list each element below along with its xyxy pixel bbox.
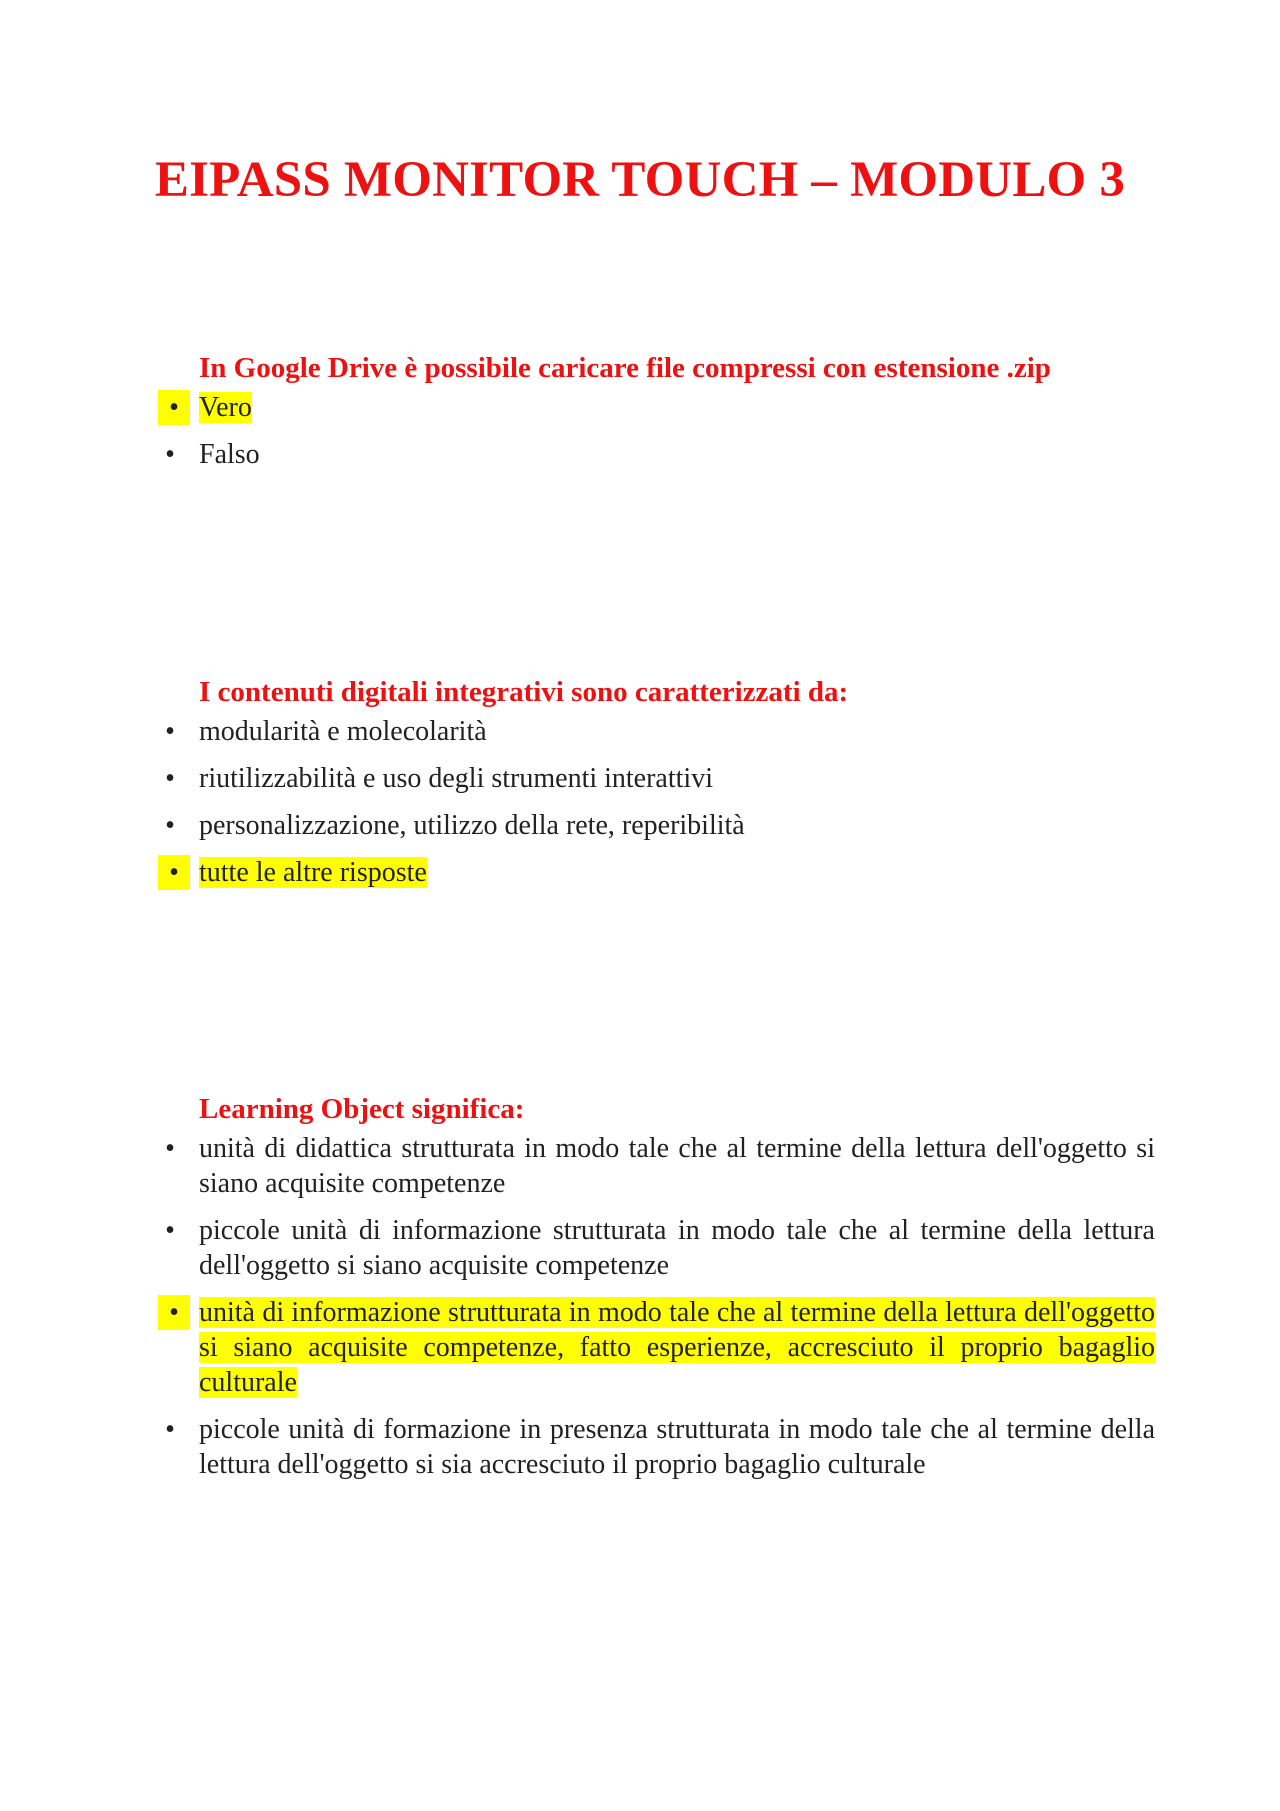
answer-item — [155, 808, 1155, 843]
answer-text: Falso — [199, 439, 260, 470]
answer-list — [155, 1131, 1155, 1482]
bullet-icon: • — [165, 1414, 175, 1445]
bullet-icon: • — [165, 439, 175, 470]
answer-item-correct — [155, 1295, 1155, 1400]
answer-text: riutilizzabilità e uso degli strumenti interattivi — [199, 763, 713, 794]
question-block — [155, 1089, 1155, 1494]
answer-text: piccole unità di formazione in presenza strutturata in modo tale che al termine della lettura dell'oggetto si sia accresciuto il proprio bagaglio culturale — [199, 1414, 1155, 1480]
bullet-icon: • — [158, 390, 190, 425]
answer-item — [155, 761, 1155, 796]
question-text: In Google Drive è possibile caricare file compressi con estensione .zip — [199, 352, 1051, 384]
answer-item-correct — [155, 390, 1155, 425]
answer-text: tutte le altre risposte — [199, 857, 427, 888]
answer-text: unità di didattica strutturata in modo tale che al termine della lettura dell'oggetto si siano acquisite competenze — [199, 1133, 1155, 1199]
answer-list — [155, 390, 1155, 472]
question-block — [155, 672, 1155, 902]
bullet-icon: • — [158, 1295, 190, 1330]
question-block — [155, 348, 1155, 484]
document-title: EIPASS MONITOR TOUCH – MODULO 3 — [154, 152, 1126, 208]
question-text: I contenuti digitali integrativi sono caratterizzati da: — [199, 676, 849, 708]
answer-item — [155, 1412, 1155, 1482]
answer-list — [155, 714, 1155, 890]
bullet-icon: • — [165, 1215, 175, 1246]
answer-item — [155, 1213, 1155, 1283]
bullet-icon: • — [165, 1133, 175, 1164]
bullet-icon: • — [165, 810, 175, 841]
answer-item — [155, 1131, 1155, 1201]
question-text: Learning Object significa: — [199, 1093, 525, 1125]
answer-item — [155, 437, 1155, 472]
bullet-icon: • — [165, 763, 175, 794]
answer-text: Vero — [199, 392, 252, 423]
answer-item — [155, 714, 1155, 749]
answer-text: piccole unità di informazione strutturata in modo tale che al termine della lettura dell'oggetto si siano acquisite competenze — [199, 1215, 1155, 1281]
bullet-icon: • — [165, 716, 175, 747]
bullet-icon: • — [158, 855, 190, 890]
answer-item-correct — [155, 855, 1155, 890]
answer-text: unità di informazione strutturata in modo tale che al termine della lettura dell'oggetto si siano acquisite competenze, fatto esperienze, accresciuto il proprio bagaglio culturale — [199, 1297, 1155, 1398]
answer-text: modularità e molecolarità — [199, 716, 487, 747]
answer-text: personalizzazione, utilizzo della rete, reperibilità — [199, 810, 745, 841]
